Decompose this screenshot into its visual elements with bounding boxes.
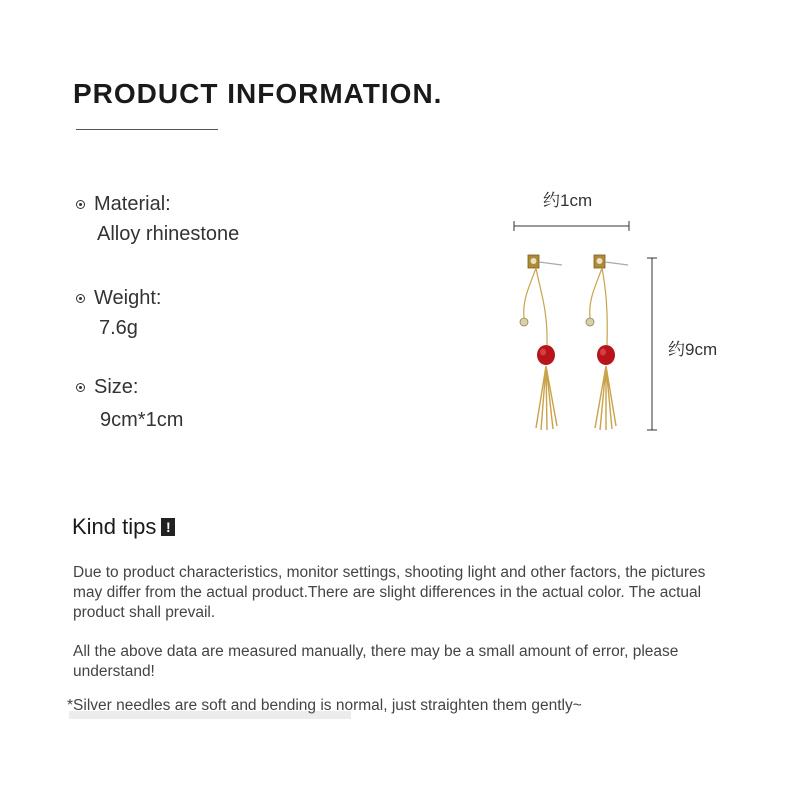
earring-right <box>586 255 628 430</box>
earring-left <box>520 255 562 430</box>
bullet-icon <box>76 294 85 303</box>
height-dimension-label: 约9cm <box>668 340 718 359</box>
earrings-illustration <box>500 210 670 440</box>
spec-size-label <box>76 376 138 399</box>
width-dimension-line <box>514 221 629 231</box>
page-title: PRODUCT INFORMATION. <box>73 78 443 109</box>
tips-note: *Silver needles are soft and bending is normal, just straighten them gently~ <box>67 697 582 714</box>
spec-size-value: 9cm*1cm <box>100 409 184 431</box>
spec-material-label <box>76 193 171 216</box>
spec-material-value: Alloy rhinestone <box>97 223 240 245</box>
spec-material-label-text: Material: <box>94 193 171 215</box>
spec-weight-value: 7.6g <box>99 317 138 339</box>
spec-size-label-text: Size: <box>94 376 139 398</box>
tips-paragraph-2: All the above data are measured manually, there may be a small amount of error, please understand! <box>73 643 679 680</box>
height-dimension-line <box>647 258 657 430</box>
exclamation-icon: ! <box>161 518 175 536</box>
bullet-icon <box>76 383 85 392</box>
spec-weight-label-text: Weight: <box>94 287 162 309</box>
kind-tips-title: Kind tips <box>72 514 157 539</box>
bullet-icon <box>76 200 85 209</box>
kind-tips-heading <box>72 514 175 540</box>
spec-weight-label <box>76 287 161 310</box>
width-dimension-label: 约1cm <box>543 191 593 210</box>
title-underline <box>76 129 218 130</box>
tips-paragraph-1: Due to product characteristics, monitor settings, shooting light and other factors, the pictures may differ from the actual product.There are slight differences in the actual color. The actual product shall prevail. <box>73 564 706 621</box>
